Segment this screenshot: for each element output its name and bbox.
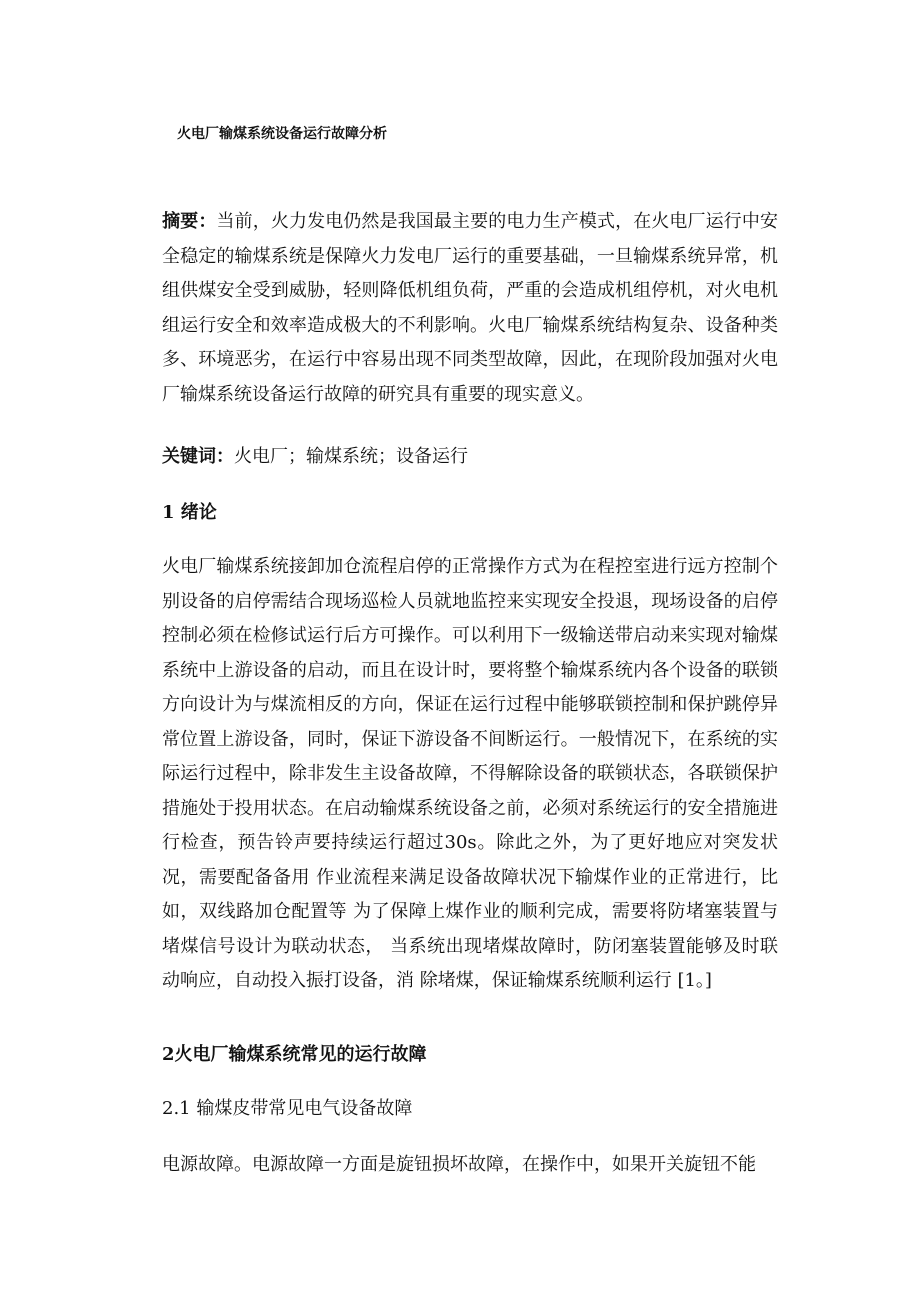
section-1-heading: 1 绪论 xyxy=(162,502,217,523)
abstract-label: 摘要： xyxy=(162,211,217,232)
section-1-body: 火电厂输煤系统接卸加仓流程启停的正常操作方式为在程控室进行远方控制个别设备的启停需结合现场巡检人员就地监控来实现安全投退，现场设备的启停控制必须在检修试运行后方可操作。可以利用下一级输送带启动来实现对输煤系统中上游设备的启动，而且在设计时，要将整个输煤系统内各个设备的联锁方向设计为与煤流相反的方向，保证在运行过程中能够联锁控制和保护跳停异常位置上游设备，同时，保证下游设备不间断运行。一般情况下，在系统的实际运行过程中，除非发生主设备故障，不得解除设备的联锁状态，各联锁保护措施处于投用状态。在启动输煤系统设备之前，必须对系统运行的安全措施进行检查，预告铃声要持续运行超过30s。除此之外，为了更好地应对突发状况，需要配备备用 作业流程来满足设备故障状况下输煤作业的正常进行，比如，双线路加仓配置等 为了保障上煤作业的顺利完成，需要将防堵塞装置与堵煤信号设计为联动状态， 当系统出现堵煤故障时，防闭塞装置能够及时联动响应，自动投入振打设备，消 除堵煤，保证输煤系统顺利运行 [1。] xyxy=(162,556,778,991)
abstract-text: 当前，火力发电仍然是我国最主要的电力生产模式，在火电厂运行中安全稳定的输煤系统是保障火力发电厂运行的重要基础，一旦输煤系统异常，机组供煤安全受到威胁，轻则降低机组负荷，严重的会造成机组停机，对火电机组运行安全和效率造成极大的不利影响。火电厂输煤系统结构复杂、设备种类多、环境恶劣，在运行中容易出现不同类型故障，因此，在现阶段加强对火电厂输煤系统设备运行故障的研究具有重要的现实意义。 xyxy=(162,211,779,405)
section-2-heading: 2火电厂输煤系统常见的运行故障 xyxy=(162,1044,427,1065)
section-2-1-heading: 2.1 输煤皮带常见电气设备故障 xyxy=(162,1098,413,1119)
abstract-paragraph xyxy=(162,205,778,412)
document-title: 火电厂输煤系统设备运行故障分析 xyxy=(177,126,387,142)
keywords-text: 火电厂；输煤系统；设备运行 xyxy=(234,446,468,467)
keywords-label: 关键词： xyxy=(162,446,234,467)
section-2-1-body: 电源故障。电源故障一方面是旋钮损坏故障，在操作中，如果开关旋钮不能 xyxy=(162,1154,756,1175)
keywords-paragraph xyxy=(162,440,778,475)
